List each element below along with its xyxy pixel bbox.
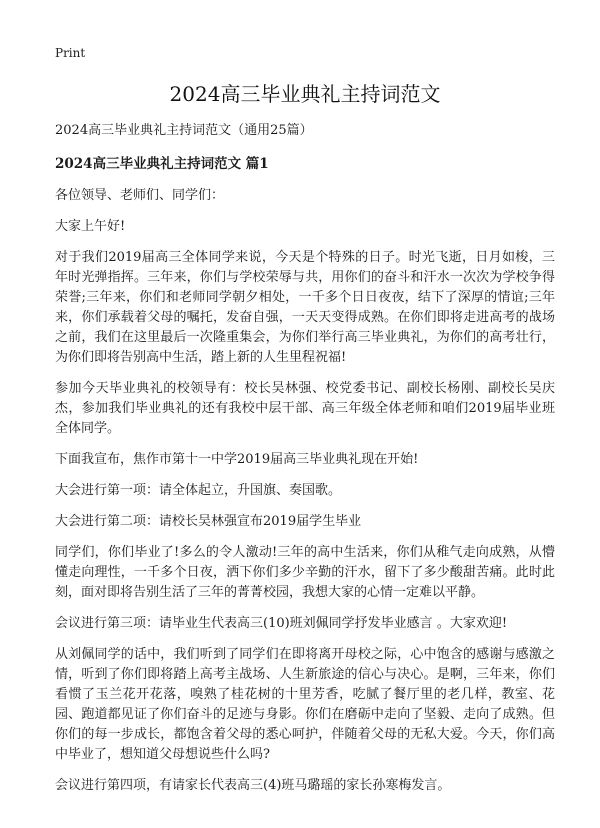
body-paragraph: 大会进行第一项：请全体起立，升国旗、奏国歌。 xyxy=(55,483,342,498)
body-paragraph: 会议进行第四项，有请家长代表高三(4)班马璐瑶的家长孙寒梅发言。 xyxy=(55,778,451,793)
print-label: Print xyxy=(55,46,86,60)
body-paragraph: 下面我宣布，焦作市第十一中学2019届高三毕业典礼现在开始! xyxy=(55,452,419,467)
body-paragraph: 从刘佩同学的话中，我们听到了同学们在即将离开母校之际，心中饱含的感谢与感激之情，听到了你们即将踏上高考主战场、人生新旅途的信心与决心。是啊，三年来，你们看惯了玉兰花开花落，嗅熟了桂花树的十里芳香，吃腻了餐厅里的老几样，教室、花园、跑道都见证了你们奋斗的足迹与身影。你们在磨砺中走向了坚毅、走向了成熟。但你们的每一步成长，都饱含着父母的悉心呵护，伴随着父母的无私大爱。今天，你们高中毕业了，想知道父母想说些什么吗? xyxy=(55,647,555,762)
body-paragraph: 大会进行第二项：请校长吴林强宣布2019届学生毕业 xyxy=(55,514,362,529)
body-paragraph: 对于我们2019届高三全体同学来说，今天是个特殊的日子。时光飞逝，日月如梭，三年时光弹指挥。三年来，你们与学校荣辱与共，用你们的奋斗和汗水一次次为学校争得荣誉;三年来，你们和老师同学朝夕相处，一千多个日日夜夜，结下了深厚的情谊;三年来，你们承载着父母的嘱托，发奋自强，一天天变得成熟。在你们即将走进高考的战场之前，我们在这里最后一次隆重集会，为你们举行高三毕业典礼，为你们的高考壮行，为你们即将告别高中生活，踏上新的人生里程祝福! xyxy=(55,250,555,365)
body-paragraph: 会议进行第三项：请毕业生代表高三(10)班刘佩同学抒发毕业感言 。大家欢迎! xyxy=(55,616,508,631)
salutation-paragraph: 大家上午好! xyxy=(55,219,126,234)
document-title: 2024高三毕业典礼主持词范文 xyxy=(169,82,441,106)
body-paragraph: 参加今天毕业典礼的校领导有：校长吴林强、校党委书记、副校长杨刚、副校长吴庆杰，参加我们毕业典礼的还有我校中层干部、高三年级全体老师和咱们2019届毕业班全体同学。 xyxy=(55,381,555,436)
body-paragraph: 同学们，你们毕业了!多么的令人激动!三年的高中生活来，你们从稚气走向成熟，从懵懂走向理性，一千多个日夜，洒下你们多少辛勤的汗水，留下了多少酸甜苦痛。此时此刻，面对即将告别生活了三年的菁菁校园，我想大家的心情一定难以平静。 xyxy=(55,545,555,600)
section-heading: 2024高三毕业典礼主持词范文 篇1 xyxy=(55,156,269,172)
greeting-paragraph: 各位领导、老师们、同学们： xyxy=(55,188,225,203)
document-subtitle: 2024高三毕业典礼主持词范文（通用25篇） xyxy=(55,123,313,138)
